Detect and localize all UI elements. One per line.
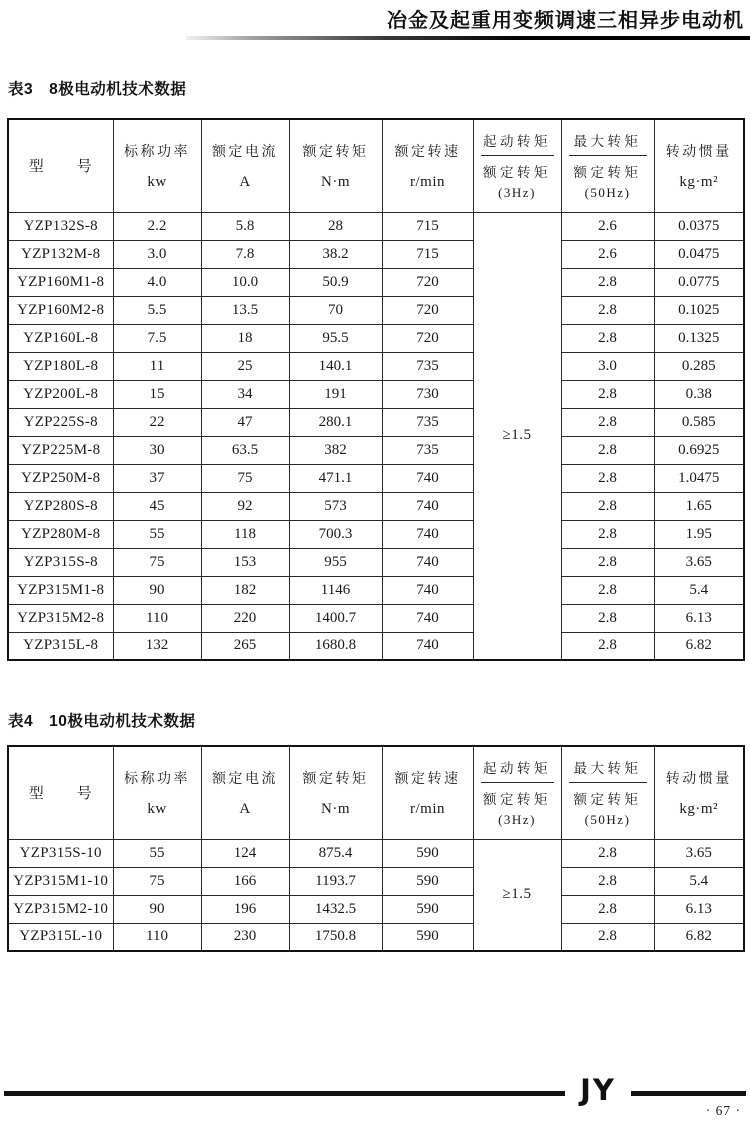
column-title: 额定转速 bbox=[394, 144, 461, 160]
cell-inertia: 0.38 bbox=[654, 380, 744, 408]
cell-rated-torque: 1146 bbox=[289, 576, 382, 604]
column-title: 额定电流 bbox=[212, 144, 278, 160]
cell-inertia: 6.82 bbox=[654, 923, 744, 951]
cell-rated-torque: 573 bbox=[289, 492, 382, 520]
fraction-numerator: 最大转矩 bbox=[569, 757, 647, 783]
column-unit: kw bbox=[147, 800, 167, 817]
cell-rated-current: 182 bbox=[201, 576, 289, 604]
cell-starting-torque-ratio: ≥1.5 bbox=[473, 839, 561, 951]
cell-model: YZP225S-8 bbox=[8, 408, 113, 436]
table-row bbox=[8, 240, 744, 268]
column-unit: r/min bbox=[410, 173, 445, 190]
table-row bbox=[8, 324, 744, 352]
fraction-denominator: 额定转矩 bbox=[573, 165, 642, 181]
cell-rated-current: 13.5 bbox=[201, 296, 289, 324]
cell-model: YZP315M1-10 bbox=[8, 867, 113, 895]
cell-rated-power: 75 bbox=[113, 867, 201, 895]
cell-rated-current: 153 bbox=[201, 548, 289, 576]
cell-rated-power: 2.2 bbox=[113, 212, 201, 240]
cell-inertia: 6.13 bbox=[654, 604, 744, 632]
cell-max-torque-ratio: 3.0 bbox=[561, 352, 654, 380]
cell-rated-current: 166 bbox=[201, 867, 289, 895]
cell-rated-speed: 740 bbox=[382, 520, 473, 548]
cell-inertia: 0.6925 bbox=[654, 436, 744, 464]
table-row bbox=[8, 436, 744, 464]
cell-rated-torque: 50.9 bbox=[289, 268, 382, 296]
cell-starting-torque-ratio: ≥1.5 bbox=[473, 212, 561, 660]
cell-rated-torque: 875.4 bbox=[289, 839, 382, 867]
cell-rated-power: 22 bbox=[113, 408, 201, 436]
table-row bbox=[8, 867, 744, 895]
table-row bbox=[8, 548, 744, 576]
header-gradient-rule bbox=[186, 36, 750, 40]
cell-rated-speed: 730 bbox=[382, 380, 473, 408]
header-row bbox=[8, 119, 744, 212]
table-row bbox=[8, 296, 744, 324]
cell-max-torque-ratio: 2.8 bbox=[561, 408, 654, 436]
cell-rated-torque: 38.2 bbox=[289, 240, 382, 268]
footer-rule-right bbox=[631, 1091, 746, 1096]
fraction-numerator: 起动转矩 bbox=[481, 130, 554, 156]
cell-rated-torque: 955 bbox=[289, 548, 382, 576]
cell-rated-speed: 740 bbox=[382, 492, 473, 520]
column-unit: N·m bbox=[321, 800, 350, 817]
cell-rated-power: 132 bbox=[113, 632, 201, 660]
cell-rated-speed: 590 bbox=[382, 867, 473, 895]
cell-rated-speed: 590 bbox=[382, 895, 473, 923]
cell-rated-current: 220 bbox=[201, 604, 289, 632]
cell-inertia: 3.65 bbox=[654, 839, 744, 867]
col-header-max-torque-ratio bbox=[561, 746, 654, 839]
jy-logo: JY bbox=[580, 1073, 616, 1107]
col-header-rated-current bbox=[201, 746, 289, 839]
cell-rated-speed: 740 bbox=[382, 548, 473, 576]
cell-rated-torque: 1750.8 bbox=[289, 923, 382, 951]
page-number: · 67 · bbox=[705, 1103, 741, 1118]
cell-model: YZP315S-8 bbox=[8, 548, 113, 576]
col-header-rated-current bbox=[201, 119, 289, 212]
col-header-rated-power bbox=[113, 746, 201, 839]
cell-rated-torque: 1432.5 bbox=[289, 895, 382, 923]
cell-inertia: 0.1025 bbox=[654, 296, 744, 324]
table-row bbox=[8, 212, 744, 240]
column-title: 标称功率 bbox=[124, 144, 190, 160]
cell-inertia: 6.13 bbox=[654, 895, 744, 923]
col-header-starting-torque-ratio bbox=[473, 746, 561, 839]
cell-rated-speed: 735 bbox=[382, 408, 473, 436]
cell-max-torque-ratio: 2.8 bbox=[561, 380, 654, 408]
cell-rated-speed: 735 bbox=[382, 436, 473, 464]
cell-rated-power: 11 bbox=[113, 352, 201, 380]
col-header-rated-speed bbox=[382, 746, 473, 839]
cell-rated-speed: 590 bbox=[382, 839, 473, 867]
column-unit: kw bbox=[147, 173, 167, 190]
col-header-starting-torque-ratio bbox=[473, 119, 561, 212]
cell-model: YZP180L-8 bbox=[8, 352, 113, 380]
cell-max-torque-ratio: 2.8 bbox=[561, 867, 654, 895]
cell-rated-speed: 720 bbox=[382, 324, 473, 352]
cell-model: YZP132S-8 bbox=[8, 212, 113, 240]
cell-rated-torque: 1400.7 bbox=[289, 604, 382, 632]
cell-model: YZP315M1-8 bbox=[8, 576, 113, 604]
cell-rated-speed: 720 bbox=[382, 268, 473, 296]
cell-rated-torque: 471.1 bbox=[289, 464, 382, 492]
cell-rated-speed: 740 bbox=[382, 632, 473, 660]
cell-max-torque-ratio: 2.8 bbox=[561, 520, 654, 548]
cell-max-torque-ratio: 2.8 bbox=[561, 839, 654, 867]
cell-rated-speed: 720 bbox=[382, 296, 473, 324]
cell-rated-torque: 1680.8 bbox=[289, 632, 382, 660]
cell-model: YZP132M-8 bbox=[8, 240, 113, 268]
cell-rated-torque: 700.3 bbox=[289, 520, 382, 548]
cell-rated-current: 10.0 bbox=[201, 268, 289, 296]
table-row bbox=[8, 604, 744, 632]
cell-model: YZP250M-8 bbox=[8, 464, 113, 492]
cell-max-torque-ratio: 2.8 bbox=[561, 576, 654, 604]
cell-inertia: 1.95 bbox=[654, 520, 744, 548]
column-title: 额定电流 bbox=[212, 771, 278, 787]
cell-model: YZP315M2-8 bbox=[8, 604, 113, 632]
cell-inertia: 5.4 bbox=[654, 576, 744, 604]
cell-max-torque-ratio: 2.8 bbox=[561, 268, 654, 296]
cell-rated-torque: 28 bbox=[289, 212, 382, 240]
cell-rated-power: 30 bbox=[113, 436, 201, 464]
table-row bbox=[8, 520, 744, 548]
cell-max-torque-ratio: 2.8 bbox=[561, 632, 654, 660]
cell-rated-power: 55 bbox=[113, 839, 201, 867]
table-row bbox=[8, 923, 744, 951]
table-row bbox=[8, 352, 744, 380]
cell-rated-current: 92 bbox=[201, 492, 289, 520]
cell-rated-current: 230 bbox=[201, 923, 289, 951]
table-row bbox=[8, 632, 744, 660]
table-row bbox=[8, 839, 744, 867]
page-title: 冶金及起重用变频调速三相异步电动机 bbox=[387, 10, 744, 32]
cell-inertia: 5.4 bbox=[654, 867, 744, 895]
cell-max-torque-ratio: 2.8 bbox=[561, 923, 654, 951]
col-header-max-torque-ratio bbox=[561, 119, 654, 212]
cell-max-torque-ratio: 2.8 bbox=[561, 464, 654, 492]
fraction-numerator: 起动转矩 bbox=[481, 757, 554, 783]
col-header-rated-torque bbox=[289, 119, 382, 212]
cell-rated-speed: 590 bbox=[382, 923, 473, 951]
cell-rated-torque: 382 bbox=[289, 436, 382, 464]
cell-rated-torque: 95.5 bbox=[289, 324, 382, 352]
column-unit: kg·m² bbox=[679, 173, 719, 190]
cell-rated-speed: 715 bbox=[382, 212, 473, 240]
cell-rated-power: 15 bbox=[113, 380, 201, 408]
cell-rated-current: 118 bbox=[201, 520, 289, 548]
cell-rated-current: 7.8 bbox=[201, 240, 289, 268]
cell-max-torque-ratio: 2.8 bbox=[561, 324, 654, 352]
column-title: 额定转速 bbox=[394, 771, 461, 787]
column-title: 标称功率 bbox=[124, 771, 190, 787]
cell-rated-current: 18 bbox=[201, 324, 289, 352]
cell-inertia: 0.285 bbox=[654, 352, 744, 380]
fraction-condition: (3Hz) bbox=[498, 185, 536, 201]
cell-model: YZP315L-10 bbox=[8, 923, 113, 951]
cell-inertia: 0.0775 bbox=[654, 268, 744, 296]
fraction-condition: (50Hz) bbox=[584, 812, 631, 828]
cell-model: YZP280S-8 bbox=[8, 492, 113, 520]
col-header-rated-power bbox=[113, 119, 201, 212]
cell-max-torque-ratio: 2.6 bbox=[561, 212, 654, 240]
cell-rated-power: 75 bbox=[113, 548, 201, 576]
footer-rule-left bbox=[4, 1091, 565, 1096]
cell-max-torque-ratio: 2.8 bbox=[561, 548, 654, 576]
column-title: 转动惯量 bbox=[665, 144, 732, 160]
cell-rated-power: 45 bbox=[113, 492, 201, 520]
cell-model: YZP315S-10 bbox=[8, 839, 113, 867]
cell-rated-torque: 280.1 bbox=[289, 408, 382, 436]
cell-rated-current: 5.8 bbox=[201, 212, 289, 240]
cell-inertia: 6.82 bbox=[654, 632, 744, 660]
cell-rated-power: 3.0 bbox=[113, 240, 201, 268]
cell-inertia: 3.65 bbox=[654, 548, 744, 576]
table-row bbox=[8, 408, 744, 436]
cell-rated-power: 7.5 bbox=[113, 324, 201, 352]
cell-rated-current: 25 bbox=[201, 352, 289, 380]
cell-model: YZP315L-8 bbox=[8, 632, 113, 660]
cell-rated-current: 124 bbox=[201, 839, 289, 867]
cell-inertia: 1.65 bbox=[654, 492, 744, 520]
cell-inertia: 0.1325 bbox=[654, 324, 744, 352]
cell-max-torque-ratio: 2.8 bbox=[561, 604, 654, 632]
cell-rated-power: 5.5 bbox=[113, 296, 201, 324]
cell-max-torque-ratio: 2.8 bbox=[561, 492, 654, 520]
table-row bbox=[8, 492, 744, 520]
fraction-denominator: 额定转矩 bbox=[483, 792, 551, 808]
cell-rated-power: 37 bbox=[113, 464, 201, 492]
column-unit: A bbox=[239, 800, 251, 817]
cell-rated-speed: 740 bbox=[382, 576, 473, 604]
fraction-denominator: 额定转矩 bbox=[483, 165, 551, 181]
column-title: 额定转矩 bbox=[302, 144, 369, 160]
column-unit: r/min bbox=[410, 800, 445, 817]
col-header-inertia bbox=[654, 119, 744, 212]
col-header-rated-torque bbox=[289, 746, 382, 839]
cell-rated-torque: 1193.7 bbox=[289, 867, 382, 895]
col-header-model bbox=[8, 119, 113, 212]
cell-rated-current: 34 bbox=[201, 380, 289, 408]
col-header-model bbox=[8, 746, 113, 839]
table-row bbox=[8, 895, 744, 923]
cell-rated-power: 90 bbox=[113, 895, 201, 923]
cell-rated-power: 110 bbox=[113, 604, 201, 632]
column-title: 转动惯量 bbox=[665, 771, 732, 787]
cell-rated-speed: 740 bbox=[382, 464, 473, 492]
cell-rated-speed: 715 bbox=[382, 240, 473, 268]
fraction-denominator: 额定转矩 bbox=[573, 792, 642, 808]
cell-rated-speed: 740 bbox=[382, 604, 473, 632]
cell-model: YZP315M2-10 bbox=[8, 895, 113, 923]
column-title: 额定转矩 bbox=[302, 771, 369, 787]
cell-inertia: 1.0475 bbox=[654, 464, 744, 492]
cell-model: YZP160M1-8 bbox=[8, 268, 113, 296]
cell-model: YZP280M-8 bbox=[8, 520, 113, 548]
cell-model: YZP225M-8 bbox=[8, 436, 113, 464]
motor-table-8pole bbox=[7, 118, 745, 661]
cell-rated-power: 110 bbox=[113, 923, 201, 951]
cell-rated-power: 90 bbox=[113, 576, 201, 604]
table-row bbox=[8, 268, 744, 296]
cell-rated-current: 63.5 bbox=[201, 436, 289, 464]
header-row bbox=[8, 746, 744, 839]
cell-rated-torque: 191 bbox=[289, 380, 382, 408]
cell-rated-current: 196 bbox=[201, 895, 289, 923]
table-row bbox=[8, 464, 744, 492]
col-header-rated-speed bbox=[382, 119, 473, 212]
fraction-numerator: 最大转矩 bbox=[569, 130, 647, 156]
cell-max-torque-ratio: 2.8 bbox=[561, 895, 654, 923]
cell-rated-torque: 140.1 bbox=[289, 352, 382, 380]
table-row bbox=[8, 380, 744, 408]
cell-rated-current: 75 bbox=[201, 464, 289, 492]
column-unit: kg·m² bbox=[679, 800, 719, 817]
cell-inertia: 0.585 bbox=[654, 408, 744, 436]
fraction-condition: (50Hz) bbox=[584, 185, 631, 201]
cell-rated-current: 265 bbox=[201, 632, 289, 660]
cell-rated-power: 4.0 bbox=[113, 268, 201, 296]
cell-inertia: 0.0375 bbox=[654, 212, 744, 240]
cell-max-torque-ratio: 2.6 bbox=[561, 240, 654, 268]
cell-model: YZP160L-8 bbox=[8, 324, 113, 352]
cell-rated-current: 47 bbox=[201, 408, 289, 436]
column-title: 型 号 bbox=[28, 159, 93, 176]
fraction-condition: (3Hz) bbox=[498, 812, 536, 828]
column-unit: A bbox=[239, 173, 251, 190]
cell-model: YZP160M2-8 bbox=[8, 296, 113, 324]
table4-caption: 表4 10极电动机技术数据 bbox=[8, 713, 196, 730]
cell-max-torque-ratio: 2.8 bbox=[561, 436, 654, 464]
column-title: 型 号 bbox=[28, 786, 93, 803]
table-row bbox=[8, 576, 744, 604]
cell-model: YZP200L-8 bbox=[8, 380, 113, 408]
cell-rated-torque: 70 bbox=[289, 296, 382, 324]
cell-rated-speed: 735 bbox=[382, 352, 473, 380]
table3-caption: 表3 8极电动机技术数据 bbox=[8, 81, 187, 98]
cell-rated-power: 55 bbox=[113, 520, 201, 548]
cell-max-torque-ratio: 2.8 bbox=[561, 296, 654, 324]
motor-table-10pole bbox=[7, 745, 745, 952]
col-header-inertia bbox=[654, 746, 744, 839]
cell-inertia: 0.0475 bbox=[654, 240, 744, 268]
column-unit: N·m bbox=[321, 173, 350, 190]
